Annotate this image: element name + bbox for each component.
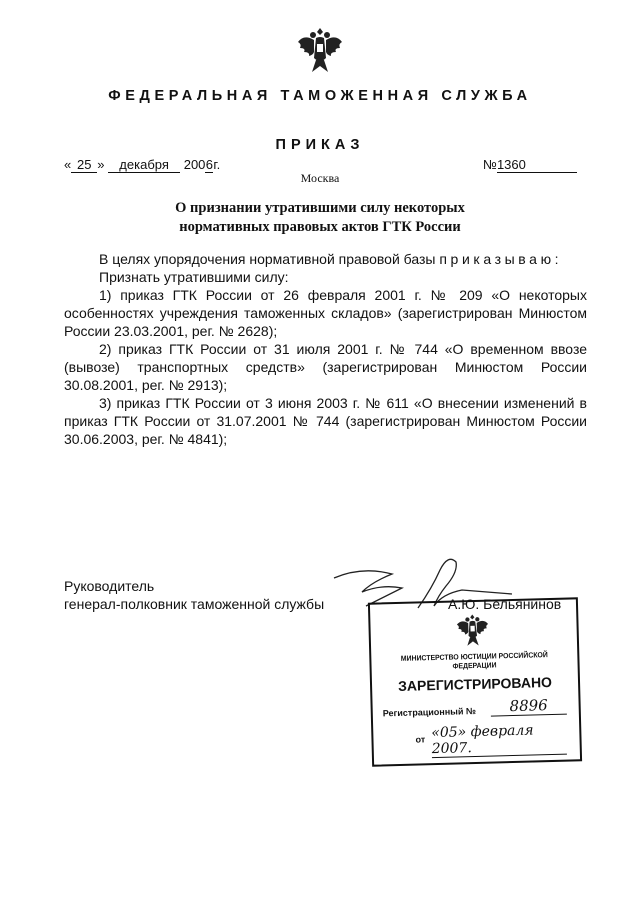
number-value: 1360 — [497, 158, 577, 173]
document-type: ПРИКАЗ — [275, 137, 365, 153]
date-year-digit: 6 — [205, 157, 214, 172]
list-item: 2) приказ ГТК России от 31 июля 2001 г. № 744 «О временном ввозе (вывозе) транспортных средств» (зарегистрирован Минюстом России 30.08.2001, рег. № 2913); — [64, 341, 587, 393]
intro-text: В целях упорядочения нормативной правовой базы — [99, 251, 440, 267]
double-headed-eagle-icon — [296, 22, 344, 78]
title-line-1: О признании утратившими силу некоторых — [175, 200, 465, 216]
date-month: декабря — [108, 158, 180, 173]
date-year-suffix: г. — [213, 157, 221, 172]
title-line-2: нормативных правовых актов ГТК России — [179, 219, 461, 235]
lead-paragraph: Признать утратившими силу: — [99, 269, 289, 285]
agency-name: ФЕДЕРАЛЬНАЯ ТАМОЖЕННАЯ СЛУЖБА — [108, 88, 532, 104]
stamp-date-value: «05» февраля 2007. — [431, 722, 567, 759]
stamp-ministry: МИНИСТЕРСТВО ЮСТИЦИИ РОССИЙСКОЙ ФЕДЕРАЦИИ — [400, 650, 548, 671]
date-close-quote: » — [97, 157, 105, 172]
signer-rank: генерал-полковник таможенной службы — [64, 596, 325, 612]
order-word: приказываю: — [439, 251, 563, 267]
intro-paragraph — [64, 250, 587, 268]
date-year-prefix: 200 — [183, 157, 206, 172]
signer-position: Руководитель — [64, 578, 155, 594]
stamp-status: ЗАРЕГИСТРИРОВАНО — [397, 673, 553, 695]
date-open-quote: « — [64, 157, 72, 172]
registration-stamp — [368, 597, 582, 766]
number-sign: № — [483, 157, 497, 172]
date-day: 25 — [71, 158, 97, 173]
city: Москва — [300, 171, 340, 185]
signer-name: А.Ю. Бельянинов — [448, 596, 562, 612]
double-headed-eagle-icon — [455, 610, 490, 651]
stamp-reg-number: 8896 — [490, 696, 566, 717]
list-item: 1) приказ ГТК России от 26 февраля 2001 г. № 209 «О некоторых особенностях учреждения таможенных складов» (зарегистрирован Минюстом России 23.03.2001, рег. № 2628); — [64, 287, 587, 339]
document-body — [64, 250, 587, 448]
stamp-reg-label: Регистрационный № — [382, 705, 477, 719]
document-title — [130, 199, 510, 237]
list-item: 3) приказ ГТК России от 3 июня 2003 г. № 611 «О внесении изменений в приказ ГТК России от 31.07.2001 № 744 (зарегистрирован Минюстом России 30.06.2003, рег. № 4841); — [64, 395, 587, 447]
stamp-date-label: от — [415, 734, 426, 745]
